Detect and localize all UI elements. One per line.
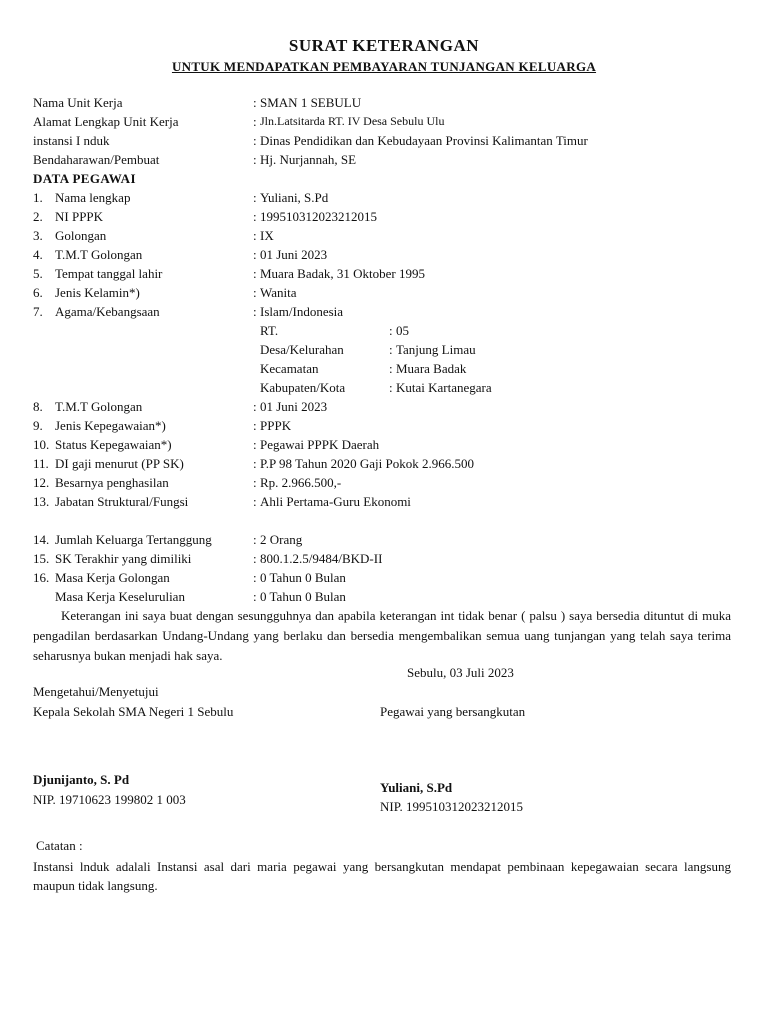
address-label: Kabupaten/Kota bbox=[260, 380, 346, 395]
address-value: Kutai Kartanegara bbox=[396, 380, 492, 395]
field-colon: : bbox=[253, 456, 257, 471]
item-number: 2. bbox=[33, 209, 43, 224]
field-label: T.M.T Golongan bbox=[55, 247, 143, 262]
field-colon: : bbox=[253, 209, 257, 224]
field-value: PPPK bbox=[260, 418, 292, 433]
address-value: Tanjung Limau bbox=[396, 342, 476, 357]
address-row bbox=[33, 378, 743, 397]
field-label: Agama/Kebangsaan bbox=[55, 304, 160, 319]
field-value: Hj. Nurjannah, SE bbox=[260, 152, 357, 167]
address-label: Kecamatan bbox=[260, 361, 319, 376]
field-value: Pegawai PPPK Daerah bbox=[260, 437, 380, 452]
field-value: 800.1.2.5/9484/BKD-II bbox=[260, 551, 383, 566]
statement-paragraph: Keterangan ini saya buat dengan sesungguhnya dan apabila keterangan int tidak benar ( palsu ) saya bersedia dituntut di muka pengadilan berdasarkan Undang-Undang yang berlaku dan bersedia mengembalikan semua uang tunjangan yang telah saya terima seharusnya bukan menjadi hak saya. bbox=[33, 608, 731, 663]
address-row bbox=[33, 321, 743, 340]
field-value: Muara Badak, 31 Oktober 1995 bbox=[260, 266, 425, 281]
field-value: 0 Tahun 0 Bulan bbox=[260, 570, 346, 585]
field-label: Masa Kerja Golongan bbox=[55, 570, 170, 585]
field-value: Yuliani, S.Pd bbox=[260, 190, 329, 205]
field-value: SMAN 1 SEBULU bbox=[260, 95, 362, 110]
employee-row bbox=[33, 397, 743, 416]
field-colon: : bbox=[389, 361, 393, 376]
field-value: Islam/Indonesia bbox=[260, 304, 344, 319]
notes-text: Instansi lnduk adalali Instansi asal dari maria pegawai yang bersangkutan mendapat pembinaan kepegawaian secara langsung maupun tidak langsung. bbox=[33, 859, 731, 893]
address-label: Desa/Kelurahan bbox=[260, 342, 344, 357]
unit-row bbox=[33, 112, 743, 131]
item-number: 5. bbox=[33, 266, 43, 281]
address-row bbox=[33, 340, 743, 359]
item-number: 8. bbox=[33, 399, 43, 414]
field-colon: : bbox=[253, 228, 257, 243]
field-value: 2 Orang bbox=[260, 532, 303, 547]
field-colon: : bbox=[253, 437, 257, 452]
employee-row bbox=[33, 492, 743, 511]
field-value: 199510312023212015 bbox=[260, 209, 377, 224]
place-date: Sebulu, 03 Juli 2023 bbox=[407, 665, 514, 680]
field-value: Ahli Pertama-Guru Ekonomi bbox=[260, 494, 411, 509]
field-label: Masa Kerja Keselurulian bbox=[55, 589, 185, 604]
notes-label: Catatan : bbox=[36, 838, 83, 853]
item-number: 16. bbox=[33, 570, 50, 585]
unit-row bbox=[33, 131, 743, 150]
field-label: Besarnya penghasilan bbox=[55, 475, 169, 490]
employee-row bbox=[33, 226, 743, 245]
address-value: Muara Badak bbox=[396, 361, 467, 376]
field-colon: : bbox=[253, 475, 257, 490]
field-value: Rp. 2.966.500,- bbox=[260, 475, 342, 490]
field-label: Nama lengkap bbox=[55, 190, 131, 205]
address-value: 05 bbox=[396, 323, 409, 338]
field-colon: : bbox=[253, 152, 257, 167]
employee-row bbox=[33, 302, 743, 321]
address-row bbox=[33, 359, 743, 378]
field-label: DI gaji menurut (PP SK) bbox=[55, 456, 184, 471]
field-label: Golongan bbox=[55, 228, 107, 243]
field-label: Nama Unit Kerja bbox=[33, 95, 123, 110]
field-value: Jln.Latsitarda RT. IV Desa Sebulu Ulu bbox=[260, 114, 445, 128]
field-colon: : bbox=[253, 532, 257, 547]
item-number: 1. bbox=[33, 190, 43, 205]
field-colon: : bbox=[253, 589, 257, 604]
document-subtitle: UNTUK MENDAPATKAN PEMBAYARAN TUNJANGAN KELUARGA bbox=[171, 59, 597, 74]
field-label: Bendaharawan/Pembuat bbox=[33, 152, 160, 167]
employee-row bbox=[33, 568, 743, 587]
document-title: SURAT KETERANGAN bbox=[288, 36, 480, 55]
address-label: RT. bbox=[260, 323, 279, 338]
field-colon: : bbox=[253, 247, 257, 262]
field-value: Dinas Pendidikan dan Kebudayaan Provinsi Kalimantan Timur bbox=[260, 133, 588, 148]
field-colon: : bbox=[389, 323, 393, 338]
field-value: P.P 98 Tahun 2020 Gaji Pokok 2.966.500 bbox=[260, 456, 474, 471]
employee-row bbox=[33, 416, 743, 435]
field-label: Tempat tanggal lahir bbox=[55, 266, 163, 281]
principal-title: Kepala Sekolah SMA Negeri 1 Sebulu bbox=[33, 704, 234, 719]
field-value: Wanita bbox=[260, 285, 297, 300]
unit-row bbox=[33, 93, 743, 112]
item-number: 11. bbox=[33, 456, 49, 471]
field-label: instansi I nduk bbox=[33, 133, 110, 148]
form-fields bbox=[33, 93, 743, 606]
field-label: SK Terakhir yang dimiliki bbox=[55, 551, 192, 566]
employee-row bbox=[33, 264, 743, 283]
field-colon: : bbox=[253, 494, 257, 509]
item-number: 4. bbox=[33, 247, 43, 262]
field-colon: : bbox=[253, 551, 257, 566]
field-label: Jenis Kepegawaian*) bbox=[55, 418, 166, 433]
field-colon: : bbox=[253, 399, 257, 414]
employee-row bbox=[33, 207, 743, 226]
item-number: 3. bbox=[33, 228, 43, 243]
field-colon: : bbox=[253, 418, 257, 433]
employee-row bbox=[33, 587, 743, 606]
employee-nip: NIP. 199510312023212015 bbox=[380, 799, 524, 814]
field-colon: : bbox=[253, 570, 257, 585]
acknowledgement-label: Mengetahui/Menyetujui bbox=[33, 684, 159, 699]
field-label: Status Kepegawaian*) bbox=[55, 437, 172, 452]
item-number: 10. bbox=[33, 437, 50, 452]
field-colon: : bbox=[253, 95, 257, 110]
field-label: Jumlah Keluarga Tertanggung bbox=[55, 532, 212, 547]
employee-row bbox=[33, 454, 743, 473]
employee-name: Yuliani, S.Pd bbox=[380, 780, 453, 795]
field-value: 01 Juni 2023 bbox=[260, 399, 328, 414]
field-label: T.M.T Golongan bbox=[55, 399, 143, 414]
field-colon: : bbox=[253, 304, 257, 319]
item-number: 12. bbox=[33, 475, 50, 490]
employee-row bbox=[33, 283, 743, 302]
spacer bbox=[33, 511, 743, 530]
field-value: 0 Tahun 0 Bulan bbox=[260, 589, 346, 604]
field-label: Alamat Lengkap Unit Kerja bbox=[33, 114, 179, 129]
field-colon: : bbox=[389, 342, 393, 357]
employee-row bbox=[33, 530, 743, 549]
item-number: 7. bbox=[33, 304, 43, 319]
item-number: 13. bbox=[33, 494, 50, 509]
field-label: NI PPPK bbox=[55, 209, 104, 224]
field-colon: : bbox=[253, 133, 257, 148]
unit-row bbox=[33, 150, 743, 169]
field-value: IX bbox=[260, 228, 274, 243]
employee-row bbox=[33, 473, 743, 492]
field-colon: : bbox=[253, 114, 257, 129]
item-number: 9. bbox=[33, 418, 43, 433]
field-label: Jenis Kelamin*) bbox=[55, 285, 140, 300]
employee-row bbox=[33, 435, 743, 454]
field-value: 01 Juni 2023 bbox=[260, 247, 328, 262]
field-colon: : bbox=[389, 380, 393, 395]
item-number: 15. bbox=[33, 551, 50, 566]
principal-name: Djunijanto, S. Pd bbox=[33, 772, 130, 787]
section-heading-row bbox=[33, 169, 743, 188]
principal-nip: NIP. 19710623 199802 1 003 bbox=[33, 792, 186, 807]
employee-row bbox=[33, 245, 743, 264]
field-colon: : bbox=[253, 285, 257, 300]
employee-row bbox=[33, 549, 743, 568]
employee-signature-title: Pegawai yang bersangkutan bbox=[380, 704, 526, 719]
item-number: 14. bbox=[33, 532, 50, 547]
field-colon: : bbox=[253, 190, 257, 205]
section-heading: DATA PEGAWAI bbox=[33, 171, 136, 186]
employee-row bbox=[33, 188, 743, 207]
item-number: 6. bbox=[33, 285, 43, 300]
field-colon: : bbox=[253, 266, 257, 281]
field-label: Jabatan Struktural/Fungsi bbox=[55, 494, 189, 509]
